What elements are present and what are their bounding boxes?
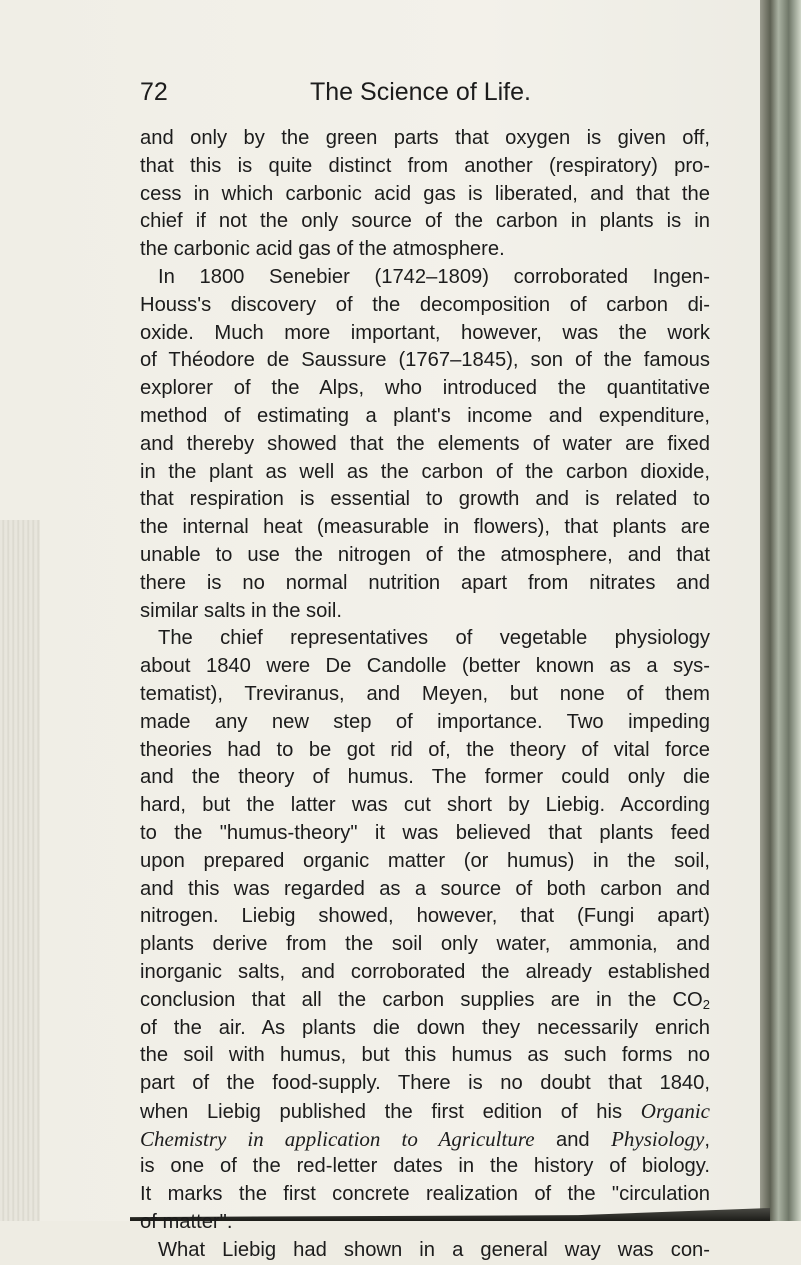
running-header: [140, 78, 700, 118]
text-line: In 1800 Senebier (1742–1809) corroborated Ingen-: [158, 265, 710, 288]
text-line: and only by the green parts that oxygen is given off,: [140, 127, 710, 149]
text-line: tematist), Treviranus, and Meyen, but none of them: [140, 682, 710, 705]
text-line: plants derive from the soil only water, ammonia, and: [140, 933, 710, 956]
text-line: chief if not the only source of the carbon in plants is in: [140, 210, 710, 233]
book-title-italic: Chemistry in application to Agriculture: [140, 1126, 535, 1151]
text-line: explorer of the Alps, who introduced the quantitative: [140, 377, 710, 400]
book-binding-edge: [760, 0, 801, 1221]
text-line: of Théodore de Saussure (1767–1845), son of the famous: [140, 349, 710, 372]
page-number: 72: [140, 78, 168, 106]
text-line-co2-text: conclusion that all the carbon supplies are in the CO: [140, 988, 703, 1011]
text-line: and this was regarded as a source of both carbon and: [140, 877, 710, 900]
text-line-co2: [140, 987, 710, 1015]
text-line: The chief representatives of vegetable physiology: [158, 627, 710, 650]
page-left-edge-shadow: [0, 520, 40, 1221]
text-line: nitrogen. Liebig showed, however, that (Fungi apart): [140, 905, 710, 928]
text-line: similar salts in the soil.: [140, 599, 342, 622]
text-line-liebig: [140, 1098, 710, 1126]
text-line: is one of the red-letter dates in the history of biology.: [140, 1155, 710, 1178]
text-line: that this is quite distinct from another (respiratory) pro-: [140, 154, 710, 177]
co2-subscript: 2: [702, 996, 710, 1012]
text-line: of the air. As plants die down they necessarily enrich: [140, 1016, 710, 1039]
book-title-italic: Organic: [640, 1098, 710, 1123]
book-title-italic: Physiology: [611, 1126, 705, 1151]
text-line-book-title: [140, 1126, 710, 1154]
text-line: Houss's discovery of the decomposition of carbon di-: [140, 293, 710, 316]
text-line: method of estimating a plant's income and expenditure,: [140, 404, 710, 427]
text-line: part of the food-supply. There is no doubt that 1840,: [140, 1072, 710, 1095]
text-line: cess in which carbonic acid gas is liberated, and that the: [140, 182, 710, 205]
running-title: The Science of Life.: [310, 78, 531, 106]
book-title-comma: ,: [704, 1128, 710, 1151]
text-line: upon prepared organic matter (or humus) in the soil,: [140, 849, 710, 872]
text-line: there is no normal nutrition apart from nitrates and: [140, 571, 710, 594]
text-line: the internal heat (measurable in flowers), that plants are: [140, 516, 710, 539]
text-line: unable to use the nitrogen of the atmosphere, and that: [140, 543, 710, 566]
liebig-text: when Liebig published the first edition of his: [140, 1100, 641, 1123]
text-line: of matter".: [140, 1211, 233, 1234]
text-line: What Liebig had shown in a general way was con-: [158, 1238, 710, 1261]
text-line: inorganic salts, and corroborated the already established: [140, 960, 710, 983]
text-line: that respiration is essential to growth and is related to: [140, 488, 710, 511]
text-line: made any new step of importance. Two impeding: [140, 710, 710, 733]
text-line: and thereby showed that the elements of water are fixed: [140, 432, 710, 455]
text-line: oxide. Much more important, however, was the work: [140, 321, 710, 344]
body-text: [140, 125, 710, 1265]
text-line: the soil with humus, but this humus as such forms no: [140, 1044, 710, 1067]
text-line: the carbonic acid gas of the atmosphere.: [140, 238, 505, 261]
text-line: in the plant as well as the carbon of the carbon dioxide,: [140, 460, 710, 483]
text-line: hard, but the latter was cut short by Liebig. According: [140, 794, 710, 817]
text-line: about 1840 were De Candolle (better known as a sys-: [140, 655, 710, 678]
text-line: It marks the first concrete realization of the "circulation: [140, 1183, 710, 1206]
text-line: theories had to be got rid of, the theory of vital force: [140, 738, 710, 761]
book-title-conjunction: and: [534, 1128, 612, 1151]
text-line: and the theory of humus. The former could only die: [140, 766, 710, 789]
text-line: to the "humus-theory" it was believed that plants feed: [140, 821, 710, 844]
